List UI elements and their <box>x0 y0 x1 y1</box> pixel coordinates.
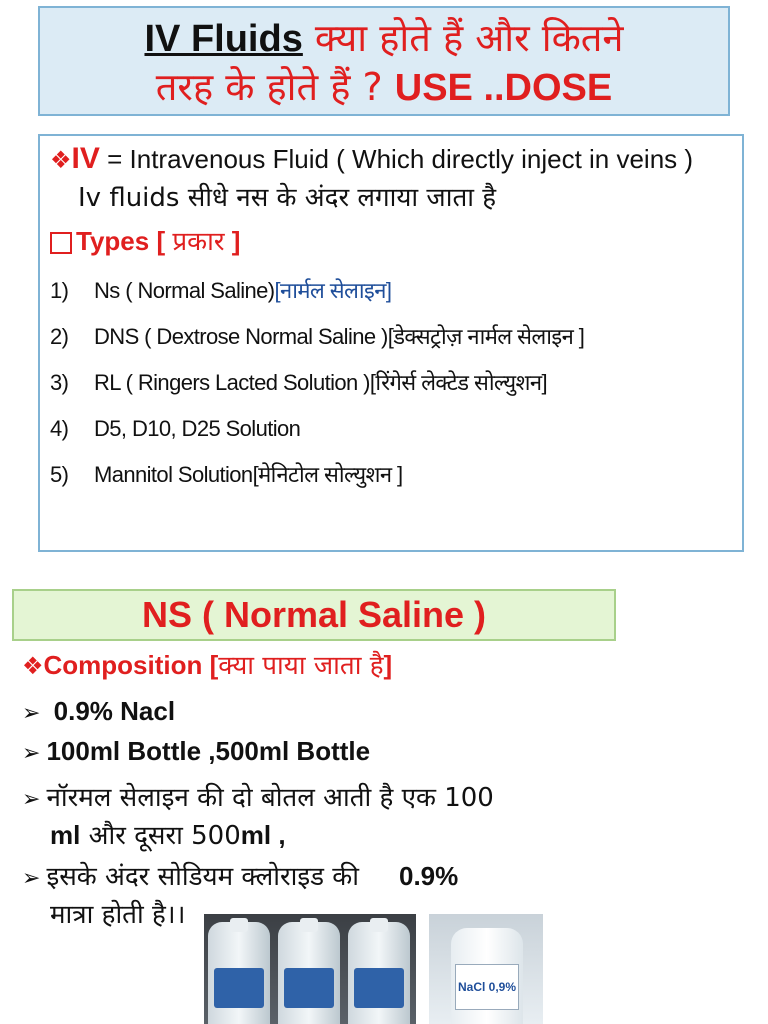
title-hindi-2: तरह के होते हैं ? <box>155 65 395 109</box>
list-item-text: RL ( Ringers Lacted Solution ) <box>94 370 370 395</box>
list-item-number: 5) <box>50 462 69 487</box>
bullet-nacl-text: 0.9% Nacl <box>46 696 176 726</box>
types-hindi: प्रकार <box>172 227 225 257</box>
types-close: ] <box>224 226 241 256</box>
bullet-bottles <box>22 736 370 767</box>
title-banner <box>38 6 730 116</box>
bullet-two-bottles <box>22 778 494 852</box>
list-item-hindi: [नार्मल सेलाइन] <box>274 278 392 303</box>
title-line-1 <box>40 14 728 63</box>
bottle-image <box>208 922 270 1024</box>
list-item-text: Ns ( Normal Saline) <box>94 278 275 303</box>
composition-close: ] <box>383 650 393 680</box>
list-item <box>50 406 732 452</box>
bullet-sodium-value: 0.9% <box>398 861 459 891</box>
list-item-number: 4) <box>50 416 69 441</box>
bullet-bottles-text: 100ml Bottle ,500ml Bottle <box>46 736 371 766</box>
title-hindi-1: क्या होते हैं और कितने <box>302 16 624 60</box>
list-item-text: DNS ( Dextrose Normal Saline ) <box>94 324 388 349</box>
checkbox-bullet-icon <box>50 232 72 254</box>
list-item-hindi: [रिंगेर्स लेक्टेड सोल्युशन] <box>369 370 548 395</box>
bullet-two-bottles-mid: और दूसरा 500 <box>80 821 241 851</box>
bottle-image <box>278 922 340 1024</box>
title-use-dose: USE ..DOSE <box>394 67 613 109</box>
bullet-sodium-line2: मात्रा होती है।। <box>50 900 186 930</box>
arrow-bullet-icon: ➢ <box>22 866 41 891</box>
arrow-bullet-icon: ➢ <box>22 741 41 766</box>
list-item <box>50 314 732 360</box>
iv-label: IV <box>71 142 100 175</box>
title-iv-fluids: IV Fluids <box>144 18 303 60</box>
nacl-bottle-label: NaCl 0,9% <box>455 964 519 1010</box>
ml-unit: ml <box>50 820 81 850</box>
bullet-two-bottles-line1: नॉरमल सेलाइन की दो बोतल आती है एक 100 <box>46 783 494 813</box>
composition-hindi: क्या पाया जाता है <box>218 651 384 681</box>
list-item-number: 2) <box>50 324 69 349</box>
list-item <box>50 268 732 314</box>
diamond-bullet-icon: ❖ <box>22 652 44 680</box>
saline-bottles-photo <box>204 914 416 1024</box>
list-item-number: 1) <box>50 278 69 303</box>
arrow-bullet-icon: ➢ <box>22 701 41 726</box>
list-item-hindi: [मेनिटोल सोल्युशन ] <box>252 462 403 487</box>
types-list <box>50 268 732 498</box>
bottle-image <box>348 922 410 1024</box>
composition-heading <box>22 646 392 682</box>
diamond-bullet-icon: ❖ <box>50 147 72 174</box>
types-heading <box>50 222 732 258</box>
ml-unit: ml <box>240 820 272 850</box>
ns-heading: NS ( Normal Saline ) <box>12 589 616 641</box>
bullet-two-bottles-end: , <box>271 820 286 850</box>
list-item <box>50 360 732 406</box>
bullet-sodium-line1: इसके अंदर सोडियम क्लोराइड की <box>46 862 359 892</box>
list-item-hindi: [डेक्सट्रोज़ नार्मल सेलाइन ] <box>387 324 585 349</box>
nacl-bottle-photo <box>429 914 543 1024</box>
iv-hindi-line: Iv fluids सीधे नस के अंदर लगाया जाता है <box>78 183 497 213</box>
list-item-text: Mannitol Solution <box>94 462 253 487</box>
iv-definition: = Intravenous Fluid ( Which directly inject in veins ) <box>99 144 694 174</box>
iv-definition-line <box>50 142 732 176</box>
bullet-nacl <box>22 696 175 727</box>
list-item-number: 3) <box>50 370 69 395</box>
bottle-image <box>451 928 523 1024</box>
list-item <box>50 452 732 498</box>
title-line-2 <box>40 63 728 112</box>
types-label: Types [ <box>76 226 173 256</box>
list-item-text: D5, D10, D25 Solution <box>94 416 301 441</box>
arrow-bullet-icon: ➢ <box>22 787 41 812</box>
iv-info-box <box>38 134 744 552</box>
composition-label: Composition [ <box>43 650 219 680</box>
